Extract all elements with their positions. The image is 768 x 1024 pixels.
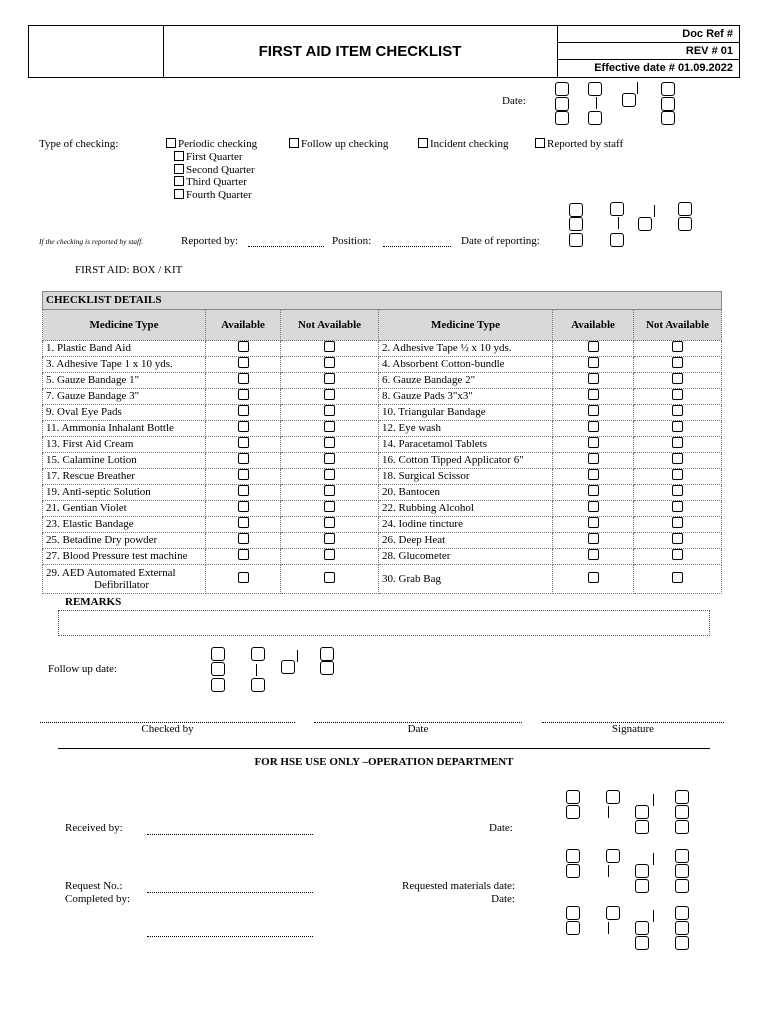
not-available-cell[interactable] xyxy=(634,453,722,469)
not-available-cell[interactable] xyxy=(634,421,722,437)
table-row xyxy=(43,485,722,501)
checkbox[interactable] xyxy=(238,501,249,512)
medicine-item: 30. Grab Bag xyxy=(379,565,553,594)
table-row xyxy=(43,357,722,373)
medicine-item: 8. Gauze Pads 3"x3" xyxy=(379,389,553,405)
checkbox[interactable] xyxy=(324,405,335,416)
available-cell[interactable] xyxy=(206,405,281,421)
not-available-cell[interactable] xyxy=(634,517,722,533)
checkbox[interactable] xyxy=(324,389,335,400)
available-cell[interactable] xyxy=(553,549,634,565)
medicine-item: 1. Plastic Band Aid xyxy=(43,341,206,357)
quarter-first[interactable]: First Quarter xyxy=(174,151,255,164)
checkbox[interactable] xyxy=(238,341,249,352)
medicine-item: 9. Oval Eye Pads xyxy=(43,405,206,421)
completed-by-label: Completed by: xyxy=(65,893,131,905)
checkbox[interactable] xyxy=(238,469,249,480)
not-available-cell[interactable] xyxy=(634,341,722,357)
column-header: Available xyxy=(206,310,281,341)
separator-line xyxy=(653,910,654,922)
not-available-cell[interactable] xyxy=(634,405,722,421)
checkbox[interactable] xyxy=(238,485,249,496)
not-available-cell[interactable] xyxy=(281,549,379,565)
not-available-cell[interactable] xyxy=(281,453,379,469)
checkbox[interactable] xyxy=(238,389,249,400)
digit-box[interactable] xyxy=(675,790,689,804)
digit-box[interactable] xyxy=(635,820,649,834)
checkbox[interactable] xyxy=(588,389,599,400)
medicine-item: 20. Bantocen xyxy=(379,485,553,501)
checkbox[interactable] xyxy=(672,517,683,528)
checkbox[interactable] xyxy=(324,485,335,496)
checkbox[interactable] xyxy=(588,341,599,352)
checkbox[interactable] xyxy=(588,469,599,480)
checkbox[interactable] xyxy=(588,572,599,583)
checkbox[interactable] xyxy=(588,373,599,384)
not-available-cell[interactable] xyxy=(634,469,722,485)
not-available-cell[interactable] xyxy=(281,389,379,405)
not-available-cell[interactable] xyxy=(634,549,722,565)
available-cell[interactable] xyxy=(206,389,281,405)
digit-box[interactable] xyxy=(675,906,689,920)
available-cell[interactable] xyxy=(553,501,634,517)
not-available-cell[interactable] xyxy=(634,357,722,373)
available-cell[interactable] xyxy=(206,549,281,565)
checkbox[interactable] xyxy=(672,389,683,400)
checkbox[interactable] xyxy=(418,138,428,148)
digit-box[interactable] xyxy=(606,906,620,920)
digit-box[interactable] xyxy=(566,906,580,920)
not-available-cell[interactable] xyxy=(634,437,722,453)
not-available-cell[interactable] xyxy=(281,485,379,501)
medicine-item: 24. Iodine tincture xyxy=(379,517,553,533)
checkbox[interactable] xyxy=(238,549,249,560)
received-by-field[interactable] xyxy=(147,834,313,835)
available-cell[interactable] xyxy=(206,437,281,453)
available-cell[interactable] xyxy=(553,485,634,501)
table-row xyxy=(43,437,722,453)
digit-box[interactable] xyxy=(675,805,689,819)
divider xyxy=(58,748,710,749)
type-of-checking-label: Type of checking: xyxy=(39,138,119,150)
medicine-item: 13. First Aid Cream xyxy=(43,437,206,453)
available-cell[interactable] xyxy=(553,437,634,453)
checkbox[interactable] xyxy=(289,138,299,148)
digit-box[interactable] xyxy=(606,790,620,804)
checkbox[interactable] xyxy=(238,437,249,448)
checklist-table xyxy=(42,291,722,594)
medicine-item: 22. Rubbing Alcohol xyxy=(379,501,553,517)
medicine-item: 23. Elastic Bandage xyxy=(43,517,206,533)
checkbox[interactable] xyxy=(238,421,249,432)
available-cell[interactable] xyxy=(206,565,281,594)
not-available-cell[interactable] xyxy=(281,341,379,357)
not-available-cell[interactable] xyxy=(281,533,379,549)
position-field[interactable] xyxy=(383,246,451,247)
remarks-label: REMARKS xyxy=(65,596,122,608)
first-aid-label: FIRST AID: BOX / KIT xyxy=(75,264,183,276)
not-available-cell[interactable] xyxy=(634,373,722,389)
column-header: Medicine Type xyxy=(379,310,553,341)
table-row xyxy=(43,341,722,357)
digit-box[interactable] xyxy=(635,805,649,819)
option-follow-up[interactable]: Follow up checking xyxy=(289,138,388,150)
digit-box[interactable] xyxy=(675,849,689,863)
checkbox[interactable] xyxy=(672,437,683,448)
document-header xyxy=(28,25,740,78)
checkbox[interactable] xyxy=(588,549,599,560)
available-cell[interactable] xyxy=(206,421,281,437)
date-label: Date: xyxy=(502,95,526,107)
table-row xyxy=(43,373,722,389)
checkbox[interactable] xyxy=(324,357,335,368)
not-available-cell[interactable] xyxy=(634,565,722,594)
digit-box[interactable] xyxy=(566,864,580,878)
digit-box[interactable] xyxy=(566,805,580,819)
checkbox[interactable] xyxy=(672,421,683,432)
reported-note: If the checking is reported by staff. xyxy=(39,237,144,246)
available-cell[interactable] xyxy=(206,341,281,357)
column-header: Not Available xyxy=(634,310,722,341)
medicine-item: 25. Betadine Dry powder xyxy=(43,533,206,549)
checkbox[interactable] xyxy=(672,357,683,368)
checkbox[interactable] xyxy=(672,572,683,583)
column-header: Medicine Type xyxy=(43,310,206,341)
not-available-cell[interactable] xyxy=(281,517,379,533)
digit-box[interactable] xyxy=(566,790,580,804)
table-row xyxy=(43,389,722,405)
column-header: Not Available xyxy=(281,310,379,341)
medicine-item: 28. Glucometer xyxy=(379,549,553,565)
checkbox[interactable] xyxy=(588,357,599,368)
checkbox[interactable] xyxy=(238,357,249,368)
column-header: Available xyxy=(553,310,634,341)
date-sign-label: Date xyxy=(407,723,429,735)
option-periodic[interactable]: Periodic checking xyxy=(166,138,257,150)
checkbox[interactable] xyxy=(238,517,249,528)
table-row xyxy=(43,421,722,437)
checkbox[interactable] xyxy=(588,517,599,528)
available-cell[interactable] xyxy=(553,565,634,594)
table-row xyxy=(43,405,722,421)
separator-line xyxy=(608,922,609,934)
medicine-item: 4. Absorbent Cotton-bundle xyxy=(379,357,553,373)
table-row xyxy=(43,549,722,565)
not-available-cell[interactable] xyxy=(281,357,379,373)
available-cell[interactable] xyxy=(553,469,634,485)
not-available-cell[interactable] xyxy=(281,565,379,594)
checkbox[interactable] xyxy=(672,549,683,560)
digit-box[interactable] xyxy=(635,879,649,893)
available-cell[interactable] xyxy=(206,357,281,373)
medicine-item: 29. AED Automated External Defibrillator xyxy=(43,565,206,594)
checkbox[interactable] xyxy=(238,373,249,384)
checkbox[interactable] xyxy=(324,341,335,352)
digit-box[interactable] xyxy=(606,849,620,863)
logo-area xyxy=(29,26,164,77)
table-row xyxy=(43,501,722,517)
not-available-cell[interactable] xyxy=(281,469,379,485)
available-cell[interactable] xyxy=(553,357,634,373)
checkbox[interactable] xyxy=(588,501,599,512)
medicine-item: 3. Adhesive Tape 1 x 10 yds. xyxy=(43,357,206,373)
checkbox[interactable] xyxy=(166,138,176,148)
available-cell[interactable] xyxy=(206,373,281,389)
available-cell[interactable] xyxy=(206,517,281,533)
not-available-cell[interactable] xyxy=(281,501,379,517)
available-cell[interactable] xyxy=(206,533,281,549)
not-available-cell[interactable] xyxy=(281,405,379,421)
medicine-item: 26. Deep Heat xyxy=(379,533,553,549)
checked-by-label: Checked by xyxy=(141,723,194,735)
available-cell[interactable] xyxy=(553,341,634,357)
separator-line xyxy=(608,806,609,818)
medicine-item: 16. Cotton Tipped Applicator 6" xyxy=(379,453,553,469)
checkbox[interactable] xyxy=(324,437,335,448)
medicine-item: 15. Calamine Lotion xyxy=(43,453,206,469)
not-available-cell[interactable] xyxy=(281,437,379,453)
remarks-field[interactable] xyxy=(58,610,710,636)
digit-box[interactable] xyxy=(675,864,689,878)
medicine-item: 6. Gauze Bandage 2" xyxy=(379,373,553,389)
checkbox[interactable] xyxy=(588,453,599,464)
digit-box[interactable] xyxy=(635,936,649,950)
reported-by-label: Reported by: xyxy=(181,235,239,247)
available-cell[interactable] xyxy=(206,501,281,517)
date-of-reporting-label: Date of reporting: xyxy=(461,235,540,247)
checkbox[interactable] xyxy=(672,501,683,512)
requested-materials-date-label: Requested materials date: xyxy=(401,880,515,892)
table-header-row xyxy=(43,310,722,341)
medicine-item: 2. Adhesive Tape ½ x 10 yds. xyxy=(379,341,553,357)
medicine-item: 10. Triangular Bandage xyxy=(379,405,553,421)
checkbox[interactable] xyxy=(672,469,683,480)
digit-box[interactable] xyxy=(675,820,689,834)
available-cell[interactable] xyxy=(553,533,634,549)
digit-box[interactable] xyxy=(566,921,580,935)
medicine-item: 18. Surgical Scissor xyxy=(379,469,553,485)
available-cell[interactable] xyxy=(206,485,281,501)
checkbox[interactable] xyxy=(324,501,335,512)
medicine-item: 21. Gentian Violet xyxy=(43,501,206,517)
digit-box[interactable] xyxy=(635,921,649,935)
signature-label: Signature xyxy=(611,723,655,735)
digit-box[interactable] xyxy=(675,921,689,935)
available-cell[interactable] xyxy=(553,517,634,533)
separator-line xyxy=(653,853,654,865)
table-row xyxy=(43,565,722,594)
checkbox[interactable] xyxy=(324,453,335,464)
checkbox[interactable] xyxy=(324,517,335,528)
request-no-field[interactable] xyxy=(147,892,313,893)
digit-box[interactable] xyxy=(635,864,649,878)
available-cell[interactable] xyxy=(553,373,634,389)
available-cell[interactable] xyxy=(553,421,634,437)
available-cell[interactable] xyxy=(206,469,281,485)
checkbox[interactable] xyxy=(588,421,599,432)
medicine-item: 12. Eye wash xyxy=(379,421,553,437)
checkbox[interactable] xyxy=(324,469,335,480)
not-available-cell[interactable] xyxy=(634,501,722,517)
checkbox[interactable] xyxy=(324,373,335,384)
digit-box[interactable] xyxy=(566,849,580,863)
not-available-cell[interactable] xyxy=(281,421,379,437)
checkbox[interactable] xyxy=(588,533,599,544)
checkbox[interactable] xyxy=(324,572,335,583)
checkbox[interactable] xyxy=(672,373,683,384)
not-available-cell[interactable] xyxy=(634,533,722,549)
checkbox[interactable] xyxy=(672,453,683,464)
checkbox[interactable] xyxy=(238,453,249,464)
checkbox[interactable] xyxy=(324,421,335,432)
available-cell[interactable] xyxy=(553,453,634,469)
quarter-fourth[interactable]: Fourth Quarter xyxy=(174,189,255,202)
hse-date2-label: Date: xyxy=(491,893,515,905)
quarter-options xyxy=(174,151,255,202)
medicine-item: 5. Gauze Bandage 1" xyxy=(43,373,206,389)
checkbox[interactable] xyxy=(672,405,683,416)
option-reported-by-staff[interactable]: Reported by staff xyxy=(535,138,623,150)
table-row xyxy=(43,533,722,549)
separator-line xyxy=(653,794,654,806)
not-available-cell[interactable] xyxy=(634,389,722,405)
completed-by-field[interactable] xyxy=(147,936,313,937)
available-cell[interactable] xyxy=(553,389,634,405)
checkbox[interactable] xyxy=(588,437,599,448)
checkbox[interactable] xyxy=(588,405,599,416)
medicine-item: 11. Ammonia Inhalant Bottle xyxy=(43,421,206,437)
page-title: FIRST AID ITEM CHECKLIST xyxy=(163,26,558,77)
effective-date: Effective date # 01.09.2022 xyxy=(594,62,733,74)
revision: REV # 01 xyxy=(557,43,739,60)
checkbox[interactable] xyxy=(672,341,683,352)
table-row xyxy=(43,453,722,469)
quarter-third[interactable]: Third Quarter xyxy=(174,176,255,189)
not-available-cell[interactable] xyxy=(281,373,379,389)
medicine-item: 27. Blood Pressure test machine xyxy=(43,549,206,565)
position-label: Position: xyxy=(332,235,372,247)
checkbox[interactable] xyxy=(535,138,545,148)
medicine-item: 14. Paracetamol Tablets xyxy=(379,437,553,453)
available-cell[interactable] xyxy=(553,405,634,421)
option-incident[interactable]: Incident checking xyxy=(418,138,509,150)
table-row xyxy=(43,517,722,533)
checkbox[interactable] xyxy=(672,533,683,544)
digit-box[interactable] xyxy=(675,936,689,950)
checklist-caption: CHECKLIST DETAILS xyxy=(43,292,722,310)
request-no-label: Request No.: xyxy=(65,880,123,892)
doc-ref: Doc Ref # xyxy=(557,26,739,43)
quarter-second[interactable]: Second Quarter xyxy=(174,164,255,177)
received-by-label: Received by: xyxy=(65,822,123,834)
checkbox[interactable] xyxy=(672,485,683,496)
follow-up-date-label: Follow up date: xyxy=(48,663,118,675)
checkbox[interactable] xyxy=(238,405,249,416)
hse-title: FOR HSE USE ONLY –OPERATION DEPARTMENT xyxy=(254,756,514,768)
digit-box[interactable] xyxy=(675,879,689,893)
checkbox[interactable] xyxy=(238,572,249,583)
checkbox[interactable] xyxy=(324,549,335,560)
reported-by-field[interactable] xyxy=(248,246,324,247)
medicine-item: 7. Gauze Bandage 3" xyxy=(43,389,206,405)
table-row xyxy=(43,469,722,485)
medicine-item: 19. Anti-septic Solution xyxy=(43,485,206,501)
checkbox[interactable] xyxy=(588,485,599,496)
separator-line xyxy=(608,865,609,877)
available-cell[interactable] xyxy=(206,453,281,469)
medicine-item: 17. Rescue Breather xyxy=(43,469,206,485)
hse-date-label: Date: xyxy=(489,822,513,834)
checkbox[interactable] xyxy=(238,533,249,544)
not-available-cell[interactable] xyxy=(634,485,722,501)
checkbox[interactable] xyxy=(324,533,335,544)
